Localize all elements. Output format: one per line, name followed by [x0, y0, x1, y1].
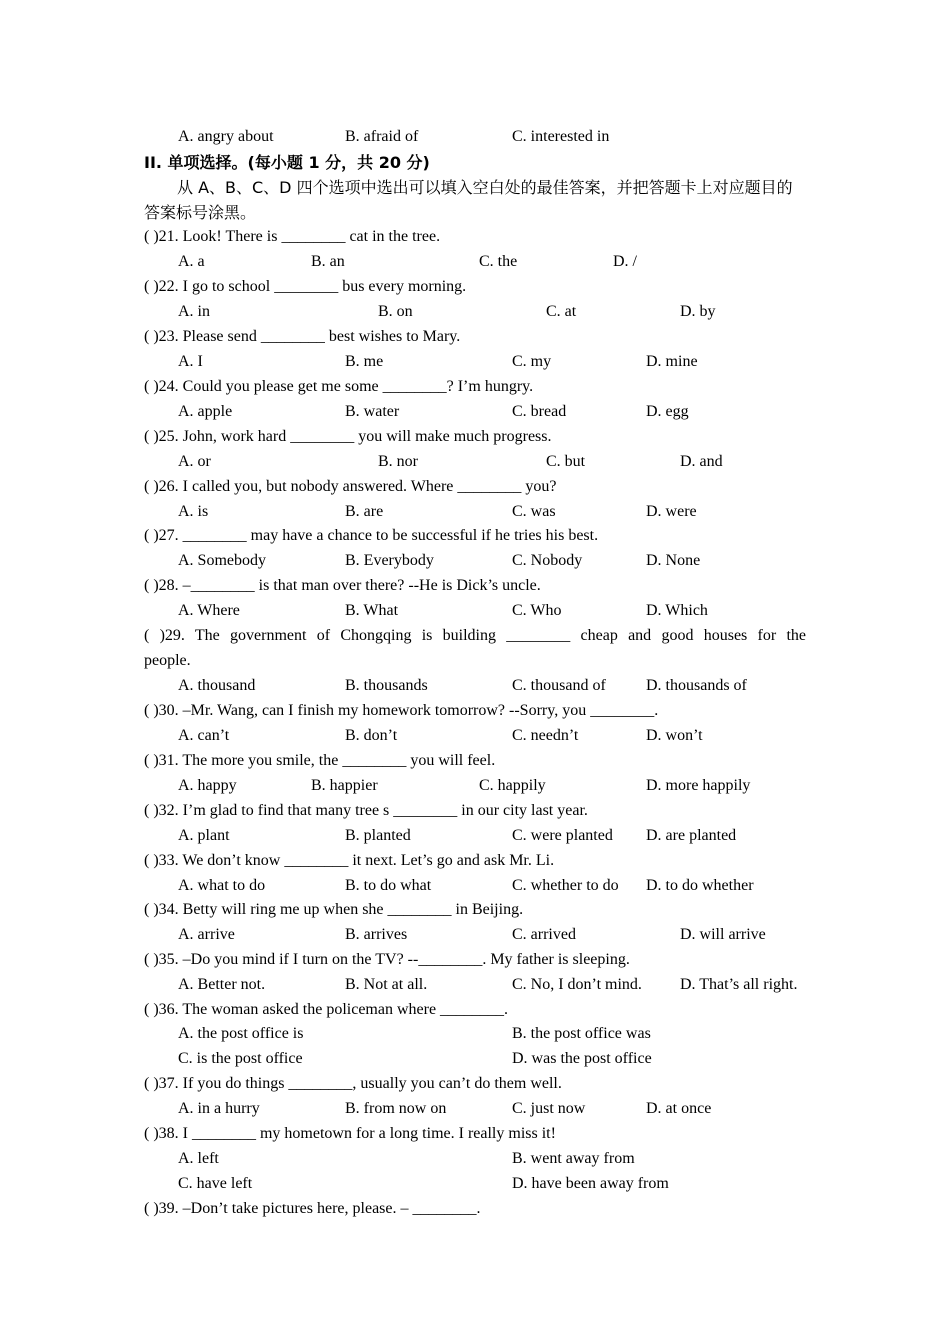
option-d: D. will arrive [680, 926, 766, 943]
option-b: B. went away from [512, 1150, 635, 1167]
option-c: C. the [479, 253, 518, 270]
option-d: D. Which [646, 602, 708, 619]
top-option-a: A. angry about [178, 128, 274, 145]
question-32: ( )32. I’m glad to find that many tree s ________ in our city last year. [144, 802, 588, 819]
option-a: A. Where [178, 602, 240, 619]
option-a: A. happy [178, 777, 237, 794]
option-c: C. No, I don’t mind. [512, 976, 642, 993]
option-d: D. None [646, 552, 701, 569]
option-c: C. needn’t [512, 727, 579, 744]
top-option-c: C. interested in [512, 128, 610, 145]
option-d: D. more happily [646, 777, 751, 794]
option-b: B. Not at all. [345, 976, 428, 993]
option-a: A. what to do [178, 877, 266, 894]
section-instruction-1: 从 A、B、C、D 四个选项中选出可以填入空白处的最佳答案，并把答题卡上对应题目的 [177, 178, 793, 197]
option-c: C. Nobody [512, 552, 583, 569]
option-c: C. arrived [512, 926, 576, 943]
question-26: ( )26. I called you, but nobody answered. Where ________ you? [144, 478, 557, 495]
option-d: D. by [680, 303, 716, 320]
option-d: D. / [613, 253, 637, 270]
question-39: ( )39. –Don’t take pictures here, please. – ________. [144, 1200, 481, 1217]
option-b: B. water [345, 403, 400, 420]
option-b: B. are [345, 503, 384, 520]
option-a: A. I [178, 353, 203, 370]
option-d: D. and [680, 453, 723, 470]
question-24: ( )24. Could you please get me some ________? I’m hungry. [144, 378, 534, 395]
question-37: ( )37. If you do things ________, usually you can’t do them well. [144, 1075, 562, 1092]
option-a: A. the post office is [178, 1025, 304, 1042]
option-a: A. thousand [178, 677, 256, 694]
option-c: C. is the post office [178, 1050, 303, 1067]
option-b: B. the post office was [512, 1025, 651, 1042]
section-instruction-2: 答案标号涂黑。 [144, 203, 257, 222]
option-d: D. That’s all right. [680, 976, 798, 993]
option-b: B. on [378, 303, 413, 320]
option-a: A. plant [178, 827, 230, 844]
option-a: A. left [178, 1150, 219, 1167]
question-35: ( )35. –Do you mind if I turn on the TV? --________. My father is sleeping. [144, 951, 630, 968]
option-a: A. arrive [178, 926, 235, 943]
option-b: B. Everybody [345, 552, 434, 569]
option-c: C. have left [178, 1175, 253, 1192]
option-c: C. Who [512, 602, 562, 619]
option-a: A. Better not. [178, 976, 266, 993]
option-d: D. to do whether [646, 877, 754, 894]
option-b: B. What [345, 602, 399, 619]
option-c: C. bread [512, 403, 567, 420]
question-23: ( )23. Please send ________ best wishes to Mary. [144, 328, 461, 345]
question-33: ( )33. We don’t know ________ it next. Let’s go and ask Mr. Li. [144, 852, 555, 869]
question-22: ( )22. I go to school ________ bus every morning. [144, 278, 467, 295]
option-c: C. just now [512, 1100, 586, 1117]
option-d: D. won’t [646, 727, 703, 744]
question-38: ( )38. I ________ my hometown for a long time. I really miss it! [144, 1125, 556, 1142]
option-a: A. is [178, 503, 209, 520]
option-b: B. an [311, 253, 345, 270]
option-d: D. mine [646, 353, 698, 370]
top-option-b: B. afraid of [345, 128, 419, 145]
question-36: ( )36. The woman asked the policeman where ________. [144, 1001, 509, 1018]
section-heading: II. 单项选择。(每小题 1 分，共 20 分) [144, 153, 430, 172]
question-28: ( )28. –________ is that man over there? --He is Dick’s uncle. [144, 577, 541, 594]
option-b: B. me [345, 353, 384, 370]
option-d: D. at once [646, 1100, 712, 1117]
option-d: D. was the post office [512, 1050, 652, 1067]
option-d: D. were [646, 503, 697, 520]
option-c: C. was [512, 503, 556, 520]
option-b: B. thousands [345, 677, 428, 694]
option-a: A. a [178, 253, 205, 270]
option-b: B. to do what [345, 877, 432, 894]
option-b: B. happier [311, 777, 378, 794]
option-c: C. happily [479, 777, 546, 794]
option-c: C. at [546, 303, 577, 320]
option-a: A. in [178, 303, 210, 320]
option-a: A. or [178, 453, 211, 470]
option-a: A. in a hurry [178, 1100, 260, 1117]
option-c: C. my [512, 353, 552, 370]
question-31: ( )31. The more you smile, the ________ you will feel. [144, 752, 496, 769]
option-c: C. were planted [512, 827, 613, 844]
question-34: ( )34. Betty will ring me up when she ________ in Beijing. [144, 901, 524, 918]
option-b: B. nor [378, 453, 418, 470]
question-21: ( )21. Look! There is ________ cat in the tree. [144, 228, 441, 245]
option-a: A. apple [178, 403, 233, 420]
option-b: B. arrives [345, 926, 408, 943]
option-c: C. whether to do [512, 877, 619, 894]
question-27: ( )27. ________ may have a chance to be successful if he tries his best. [144, 527, 599, 544]
question-25: ( )25. John, work hard ________ you will make much progress. [144, 428, 552, 445]
option-d: D. thousands of [646, 677, 747, 694]
option-c: C. but [546, 453, 586, 470]
option-b: B. from now on [345, 1100, 447, 1117]
option-b: B. don’t [345, 727, 398, 744]
option-d: D. have been away from [512, 1175, 669, 1192]
option-b: B. planted [345, 827, 411, 844]
question-29: ( )29. The government of Chongqing is building ________ cheap and good houses for the [144, 627, 806, 644]
question-29-continuation: people. [144, 652, 191, 669]
option-a: A. Somebody [178, 552, 266, 569]
option-d: D. egg [646, 403, 689, 420]
option-d: D. are planted [646, 827, 737, 844]
option-a: A. can’t [178, 727, 230, 744]
question-30: ( )30. –Mr. Wang, can I finish my homework tomorrow? --Sorry, you ________. [144, 702, 659, 719]
option-c: C. thousand of [512, 677, 606, 694]
